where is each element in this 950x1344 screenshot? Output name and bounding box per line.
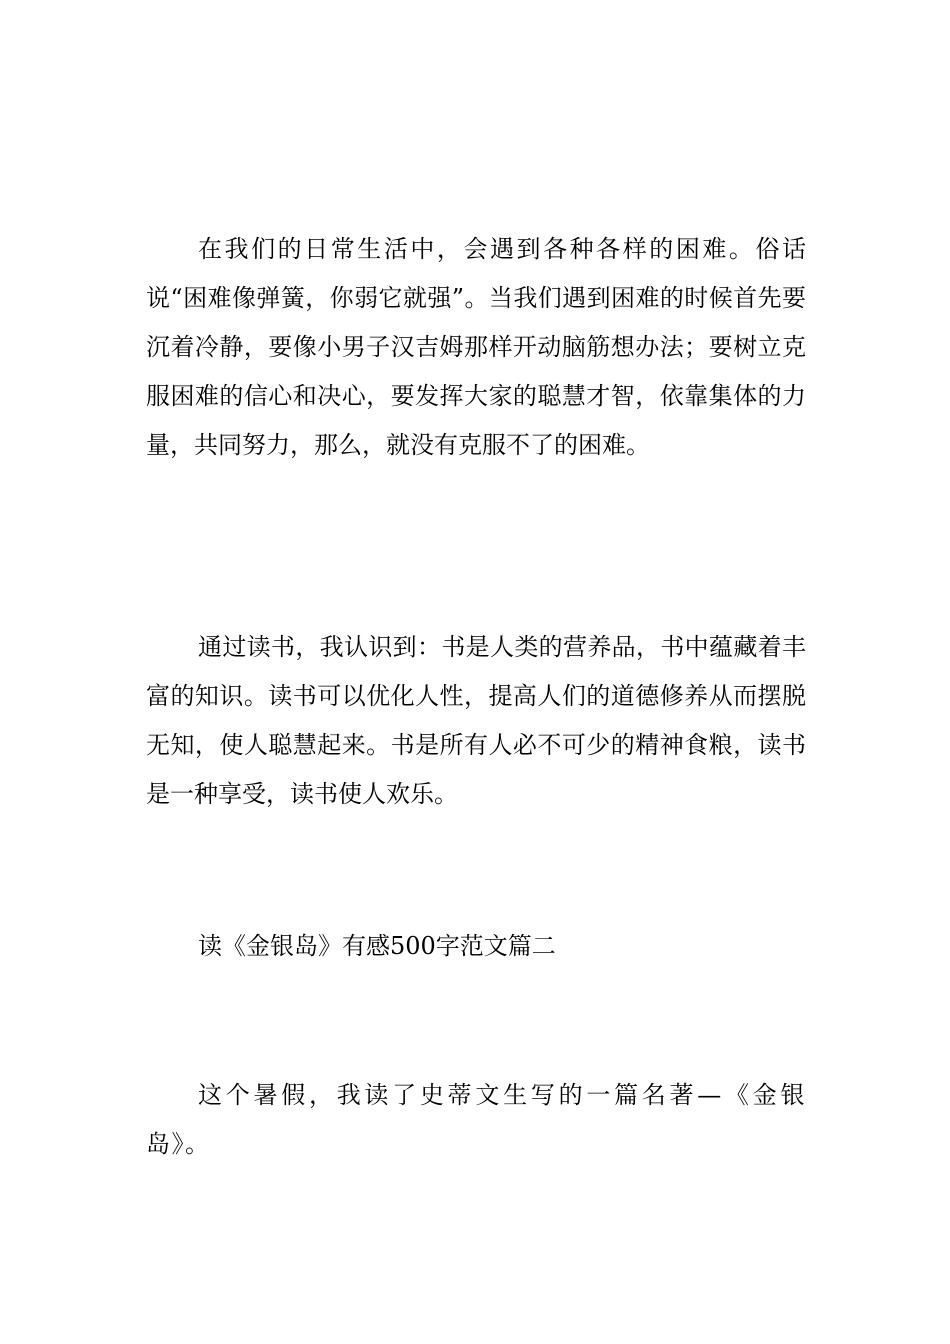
paragraph-summer-reading: 这个暑假，我读了史蒂文生写的一篇名著—《金银岛》。 — [146, 1081, 806, 1158]
section-heading: 读《金银岛》有感500字范文篇二 — [198, 932, 556, 960]
paragraph-reading-benefits: 通过读书，我认识到：书是人类的营养品，书中蕴藏着丰富的知识。读书可以优化人性，提高人们的道德修养从而摆脱无知，使人聪慧起来。书是所有人必不可少的精神食粮，读书是一种享受，读书使人欢乐。 — [146, 633, 806, 808]
paragraph-overcoming-difficulties: 在我们的日常生活中，会遇到各种各样的困难。俗话说“困难像弹簧，你弱它就强”。当我们遇到困难的时候首先要沉着冷静，要像小男子汉吉姆那样开动脑筋想办法；要树立克服困难的信心和决心，要发挥大家的聪慧才智，依靠集体的力量，共同努力，那么，就没有克服不了的困难。 — [146, 235, 806, 459]
